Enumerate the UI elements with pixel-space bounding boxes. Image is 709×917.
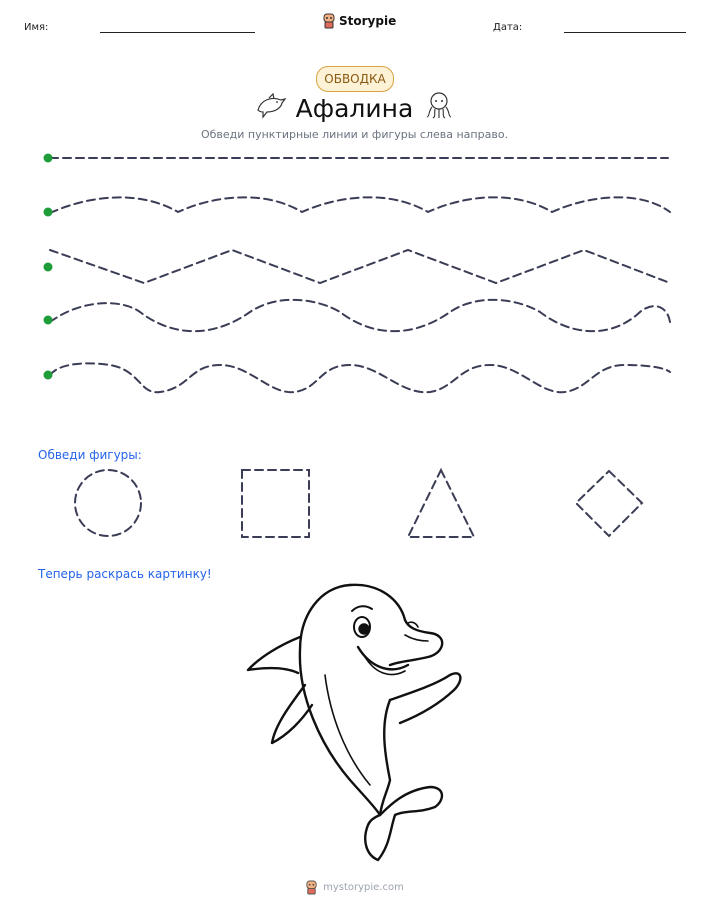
octopus-icon [424,90,454,120]
start-dot [44,371,53,380]
brand-name: Storypie [339,14,397,28]
date-label: Дата: [493,22,523,33]
shape-diamond [576,471,642,536]
date-line[interactable] [564,32,686,33]
start-dot [44,208,53,217]
name-label: Имя: [24,22,49,33]
start-dot [44,316,53,325]
dolphin-coloring-illustration[interactable] [240,575,470,865]
storypie-mascot-icon [322,13,336,29]
tracing-shapes [0,465,709,545]
start-dot [44,154,53,163]
instructions: Обведи пунктирные линии и фигуры слева направо. [200,128,509,141]
footer [0,880,709,895]
shape-triangle [408,470,474,537]
activity-badge: ОБВОДКА [316,66,394,92]
tracing-lines [0,140,709,400]
start-dot [44,263,53,272]
tracing-line-curvy-wave [50,363,670,392]
storypie-mascot-icon [305,880,318,895]
shapes-heading: Обведи фигуры: [38,448,142,462]
shape-square [242,470,309,537]
dolphin-icon [255,92,287,120]
tracing-line-wave [50,300,670,331]
footer-url[interactable]: mystorypie.com [323,882,404,893]
brand-logo [322,13,396,29]
tracing-line-gentle-wave [50,197,670,213]
page-title: Афалина [295,94,414,123]
coloring-heading: Теперь раскрась картинку! [38,567,212,581]
shape-circle [75,470,141,536]
name-line[interactable] [100,32,255,33]
tracing-line-zigzag [50,250,670,283]
